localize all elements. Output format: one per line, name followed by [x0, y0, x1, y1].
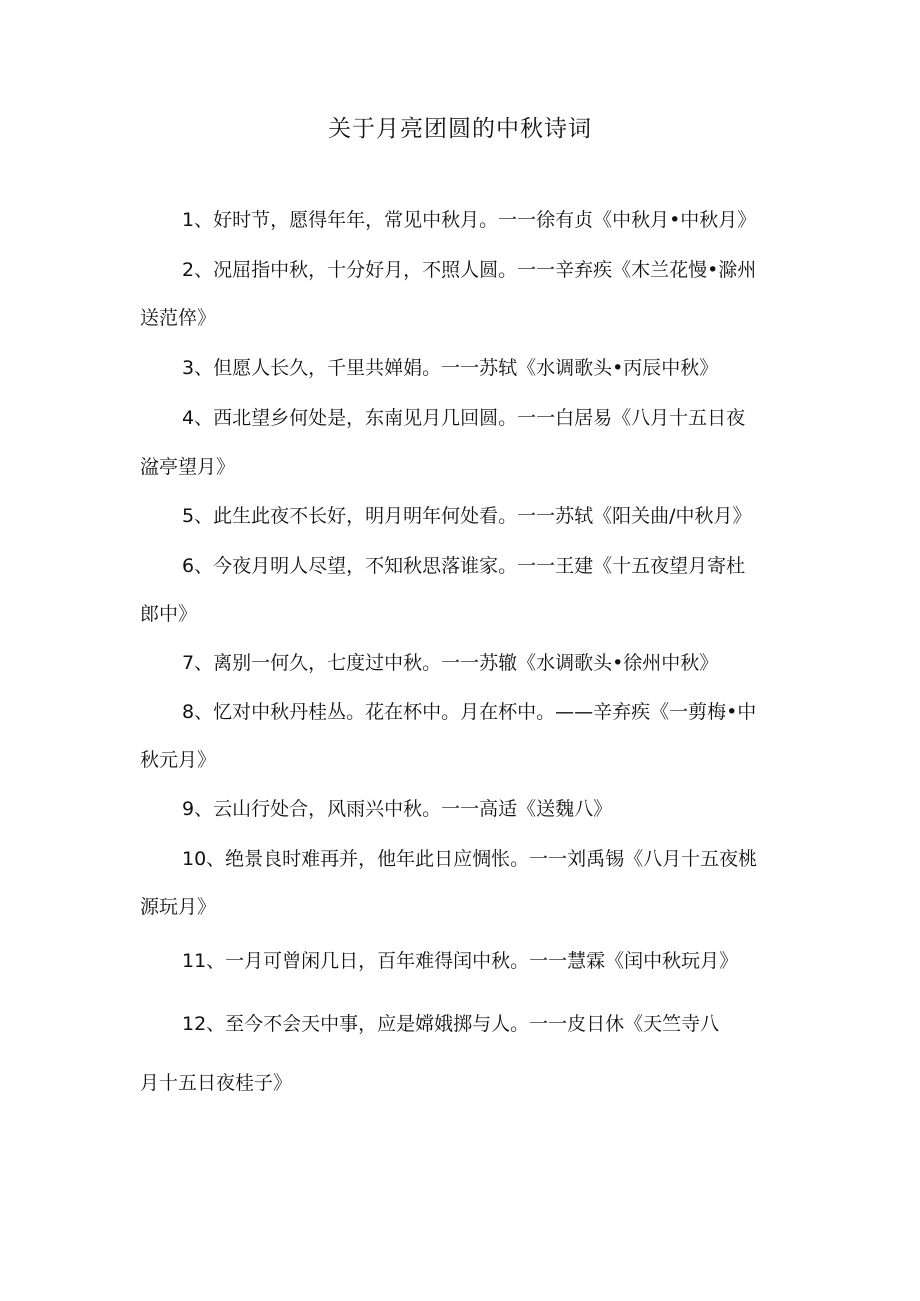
- document-title: 关于月亮团圆的中秋诗词: [328, 116, 592, 142]
- poem-line-8: 8、忆对中秋丹桂丛。花在杯中。月在杯中。——辛弃疾《一剪梅•中: [182, 701, 757, 723]
- poem-line-12-continued: 月十五日夜桂子》: [140, 1072, 293, 1094]
- poem-line-11: 11、一月可曾闲几日，百年难得闰中秋。一一慧霖《闰中秋玩月》: [182, 950, 739, 972]
- poem-line-6-continued: 郎中》: [140, 603, 198, 625]
- poem-line-2: 2、况屈指中秋，十分好月，不照人圆。一一辛弃疾《木兰花慢•滁州: [182, 259, 757, 281]
- poem-line-10-continued: 源玩月》: [140, 896, 217, 918]
- poem-line-1: 1、好时节，愿得年年，常见中秋月。一一徐有贞《中秋月•中秋月》: [182, 209, 757, 231]
- poem-line-2-continued: 送范倅》: [140, 307, 217, 329]
- poem-line-6: 6、今夜月明人尽望，不知秋思落谁家。一一王建《十五夜望月寄杜: [182, 555, 746, 577]
- poem-line-5: 5、此生此夜不长好，明月明年何处看。一一苏轼《阳关曲/中秋月》: [182, 505, 752, 527]
- poem-line-12: 12、至今不会天中事，应是嫦娥掷与人。一一皮日休《天竺寺八: [182, 1013, 720, 1035]
- poem-line-3: 3、但愿人长久，千里共婵娟。一一苏轼《水调歌头•丙辰中秋》: [182, 357, 719, 379]
- poem-line-9: 9、云山行处合，风雨兴中秋。一一高适《送魏八》: [182, 798, 613, 820]
- poem-line-4: 4、西北望乡何处是，东南见月几回圆。一一白居易《八月十五日夜: [182, 407, 746, 429]
- poem-line-7: 7、离别一何久，七度过中秋。一一苏辙《水调歌头•徐州中秋》: [182, 652, 719, 674]
- poem-line-8-continued: 秋元月》: [140, 749, 217, 771]
- poem-line-4-continued: 湓亭望月》: [140, 456, 236, 478]
- poem-line-10: 10、绝景良时难再并，他年此日应惆怅。一一刘禹锡《八月十五夜桃: [182, 848, 758, 870]
